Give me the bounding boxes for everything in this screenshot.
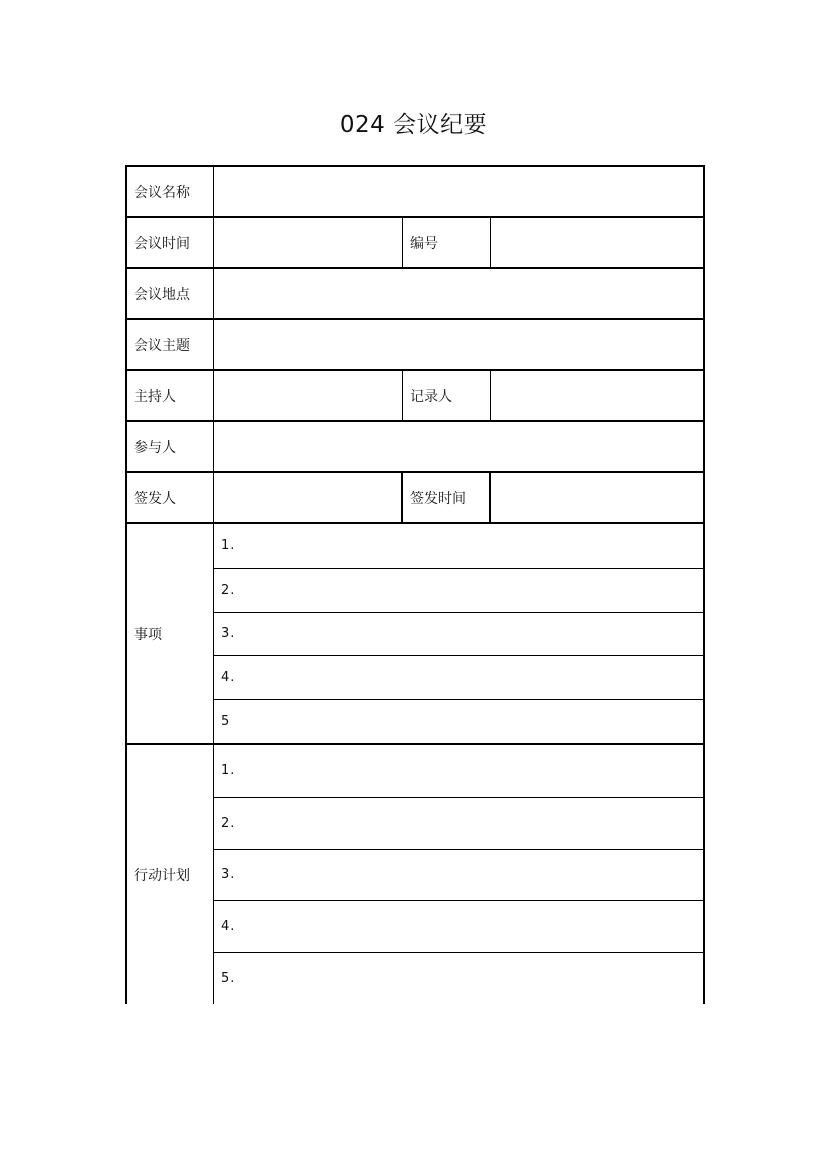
item-line[interactable]: 4. [214, 655, 703, 699]
sign-time-label: 签发时间 [403, 473, 491, 522]
action-plan-line[interactable]: 4. [214, 900, 703, 952]
items-section [127, 524, 703, 745]
action-plan-lines [214, 745, 703, 1004]
action-plan-label: 行动计划 [127, 745, 214, 1004]
signer-label: 签发人 [127, 473, 214, 522]
meeting-minutes-form [125, 165, 705, 1004]
signer-field[interactable] [214, 473, 403, 522]
row-meeting-time [127, 218, 703, 269]
meeting-place-field[interactable] [214, 269, 703, 318]
action-plan-line[interactable]: 1. [221, 763, 236, 779]
meeting-topic-label: 会议主题 [127, 320, 214, 369]
action-plan-line[interactable]: 3. [214, 849, 703, 901]
row-meeting-topic [127, 320, 703, 371]
sign-time-field[interactable] [491, 473, 703, 522]
item-line[interactable]: 2. [214, 568, 703, 612]
meeting-place-label: 会议地点 [127, 269, 214, 318]
action-plan-line[interactable]: 5. [214, 952, 703, 1004]
participants-label: 参与人 [127, 422, 214, 471]
row-signer [127, 473, 703, 524]
row-meeting-place [127, 269, 703, 320]
action-plan-line[interactable]: 2. [214, 797, 703, 849]
row-host [127, 371, 703, 422]
meeting-time-label: 会议时间 [127, 218, 214, 267]
meeting-topic-field[interactable] [214, 320, 703, 369]
items-lines [214, 524, 703, 743]
meeting-name-label: 会议名称 [127, 167, 214, 216]
meeting-name-field[interactable] [214, 167, 703, 216]
action-plan-section [127, 745, 703, 1004]
host-label: 主持人 [127, 371, 214, 420]
row-participants [127, 422, 703, 473]
recorder-label: 记录人 [403, 371, 491, 420]
page-title: 024 会议纪要 [339, 112, 488, 138]
number-field[interactable] [491, 218, 703, 267]
row-meeting-name [127, 167, 703, 218]
number-label: 编号 [403, 218, 491, 267]
recorder-field[interactable] [491, 371, 703, 420]
participants-field[interactable] [214, 422, 703, 471]
items-label: 事项 [127, 524, 214, 743]
meeting-time-field[interactable] [214, 218, 403, 267]
item-line[interactable]: 1. [221, 538, 236, 554]
item-line[interactable]: 5 [214, 699, 703, 743]
item-line[interactable]: 3. [214, 612, 703, 656]
host-field[interactable] [214, 371, 403, 420]
